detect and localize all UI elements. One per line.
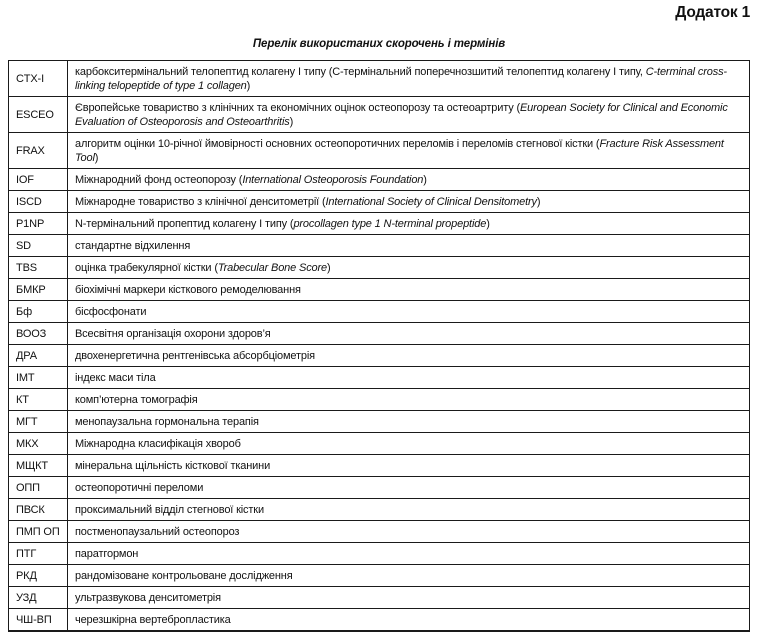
definition-text: бісфосфонати	[75, 305, 147, 318]
definition-text: комп’ютерна томографія	[75, 393, 198, 406]
table-row	[9, 499, 750, 521]
table-row	[9, 345, 750, 367]
definition-text: паратгормон	[75, 547, 139, 560]
definition-cell	[68, 345, 750, 367]
definition-text: )	[289, 115, 294, 128]
definition-text: біохімічні маркери кісткового ремоделювання	[75, 283, 301, 296]
table-row	[9, 543, 750, 565]
definition-text: індекс маси тіла	[75, 371, 156, 384]
definition-text: Міжнародний фонд остеопорозу (	[75, 173, 243, 186]
abbreviation-cell: SD	[9, 235, 68, 257]
abbreviation-cell: ВООЗ	[9, 323, 68, 345]
table-caption: Перелік використаних скорочень і термінів	[252, 38, 506, 50]
table-row	[9, 97, 750, 133]
table-row	[9, 565, 750, 587]
definition-cell	[68, 499, 750, 521]
definition-text: Міжнародна класифікація хвороб	[75, 437, 241, 450]
definition-cell	[68, 433, 750, 455]
table-row	[9, 367, 750, 389]
appendix-title: Додаток 1	[675, 4, 750, 21]
abbreviation-cell: ОПП	[9, 477, 68, 499]
definition-text: черезшкірна вертебропластика	[75, 613, 231, 626]
definition-text: )	[536, 195, 541, 208]
table-row	[9, 235, 750, 257]
definition-cell	[68, 367, 750, 389]
definition-text: менопаузальна гормональна терапія	[75, 415, 259, 428]
definition-latin-italic: Fracture Risk Assessment Tool	[75, 137, 724, 164]
definition-text: Європейське товариство з клінічних та економічних оцінок остеопорозу та остеоартриту (	[75, 101, 520, 114]
definition-text: )	[246, 79, 251, 92]
definition-text: Всесвітня організація охорони здоров’я	[75, 327, 271, 340]
definition-cell	[68, 97, 750, 133]
definition-latin-italic: International Society of Clinical Densitometry	[325, 195, 537, 208]
table-row	[9, 133, 750, 169]
table-row	[9, 389, 750, 411]
definition-cell	[68, 61, 750, 97]
abbreviations-table	[8, 60, 750, 632]
abbreviation-cell: МЩКТ	[9, 455, 68, 477]
definition-text: мінеральна щільність кісткової тканини	[75, 459, 271, 472]
definition-latin-italic: International Osteoporosis Foundation	[242, 173, 424, 186]
definition-text: ультразвукова денситометрія	[75, 591, 221, 604]
abbreviation-cell: ESCEO	[9, 97, 68, 133]
definition-cell	[68, 455, 750, 477]
definition-cell	[68, 301, 750, 323]
table-row	[9, 323, 750, 345]
definition-text: оцінка трабекулярної кістки (	[75, 261, 218, 274]
definition-text: Міжнародне товариство з клінічної денситометрії (	[75, 195, 326, 208]
definition-cell	[68, 213, 750, 235]
table-row	[9, 609, 750, 632]
abbreviation-cell: ПМП ОП	[9, 521, 68, 543]
abbreviation-cell: ЧШ-ВП	[9, 609, 68, 632]
table-row	[9, 169, 750, 191]
definition-text: )	[94, 151, 99, 164]
definition-text: рандомізоване контрольоване дослідження	[75, 569, 293, 582]
definition-cell	[68, 389, 750, 411]
definition-text: постменопаузальний остеопороз	[75, 525, 240, 538]
definition-cell	[68, 609, 750, 632]
definition-cell	[68, 411, 750, 433]
definition-cell	[68, 543, 750, 565]
abbreviation-cell: КТ	[9, 389, 68, 411]
definition-cell	[68, 521, 750, 543]
table-row	[9, 587, 750, 609]
definition-cell	[68, 323, 750, 345]
table-row	[9, 477, 750, 499]
abbreviations-table-body	[9, 61, 750, 632]
definition-cell	[68, 257, 750, 279]
abbreviation-cell: IOF	[9, 169, 68, 191]
abbreviation-cell: P1NP	[9, 213, 68, 235]
abbreviation-cell: ISCD	[9, 191, 68, 213]
abbreviation-cell: БМКР	[9, 279, 68, 301]
abbreviation-cell: ПВСК	[9, 499, 68, 521]
abbreviation-cell: FRAX	[9, 133, 68, 169]
table-row	[9, 279, 750, 301]
definition-latin-italic: Trabecular Bone Score	[217, 261, 328, 274]
definition-cell	[68, 133, 750, 169]
definition-cell	[68, 235, 750, 257]
abbreviation-cell: ІМТ	[9, 367, 68, 389]
abbreviation-cell: РКД	[9, 565, 68, 587]
definition-text: двохенергетична рентгенівська абсорбціометрія	[75, 349, 315, 362]
abbreviation-cell: Бф	[9, 301, 68, 323]
definition-text: стандартне відхилення	[75, 239, 191, 252]
definition-text: алгоритм оцінки 10-річної ймовірності основних остеопоротичних переломів і переломів стегнової кістки (	[75, 137, 600, 150]
abbreviation-cell: ДРА	[9, 345, 68, 367]
definition-cell	[68, 587, 750, 609]
definition-cell	[68, 477, 750, 499]
abbreviation-cell: CTX-I	[9, 61, 68, 97]
table-row	[9, 455, 750, 477]
table-row	[9, 521, 750, 543]
abbreviation-cell: МГТ	[9, 411, 68, 433]
definition-cell	[68, 169, 750, 191]
table-row	[9, 191, 750, 213]
abbreviation-cell: УЗД	[9, 587, 68, 609]
definition-latin-italic: C-terminal cross-linking telopeptide of type 1 collagen	[75, 65, 727, 92]
definition-text: остеопоротичні переломи	[75, 481, 204, 494]
definition-cell	[68, 565, 750, 587]
definition-text: проксимальний відділ стегнової кістки	[75, 503, 264, 516]
definition-text: )	[327, 261, 331, 274]
abbreviation-cell: ПТГ	[9, 543, 68, 565]
abbreviation-cell: МКХ	[9, 433, 68, 455]
table-row	[9, 301, 750, 323]
abbreviation-cell: TBS	[9, 257, 68, 279]
table-row	[9, 213, 750, 235]
definition-cell	[68, 279, 750, 301]
definition-text: карбокситермінальний телопептид колагену І типу (С-термінальний поперечнозшитий телопептид колагену І типу,	[75, 65, 646, 78]
table-row	[9, 411, 750, 433]
definition-latin-italic: procollagen type 1 N-terminal propeptide	[293, 217, 487, 230]
table-row	[9, 433, 750, 455]
definition-text: N-термінальний пропептид колагену І типу (	[75, 217, 294, 230]
table-row	[9, 257, 750, 279]
definition-latin-italic: European Society for Clinical and Economic Evaluation of Osteoporosis and Osteoarthritis	[75, 101, 728, 128]
definition-text: )	[423, 173, 427, 186]
definition-text: )	[486, 217, 490, 230]
table-row	[9, 61, 750, 97]
definition-cell	[68, 191, 750, 213]
